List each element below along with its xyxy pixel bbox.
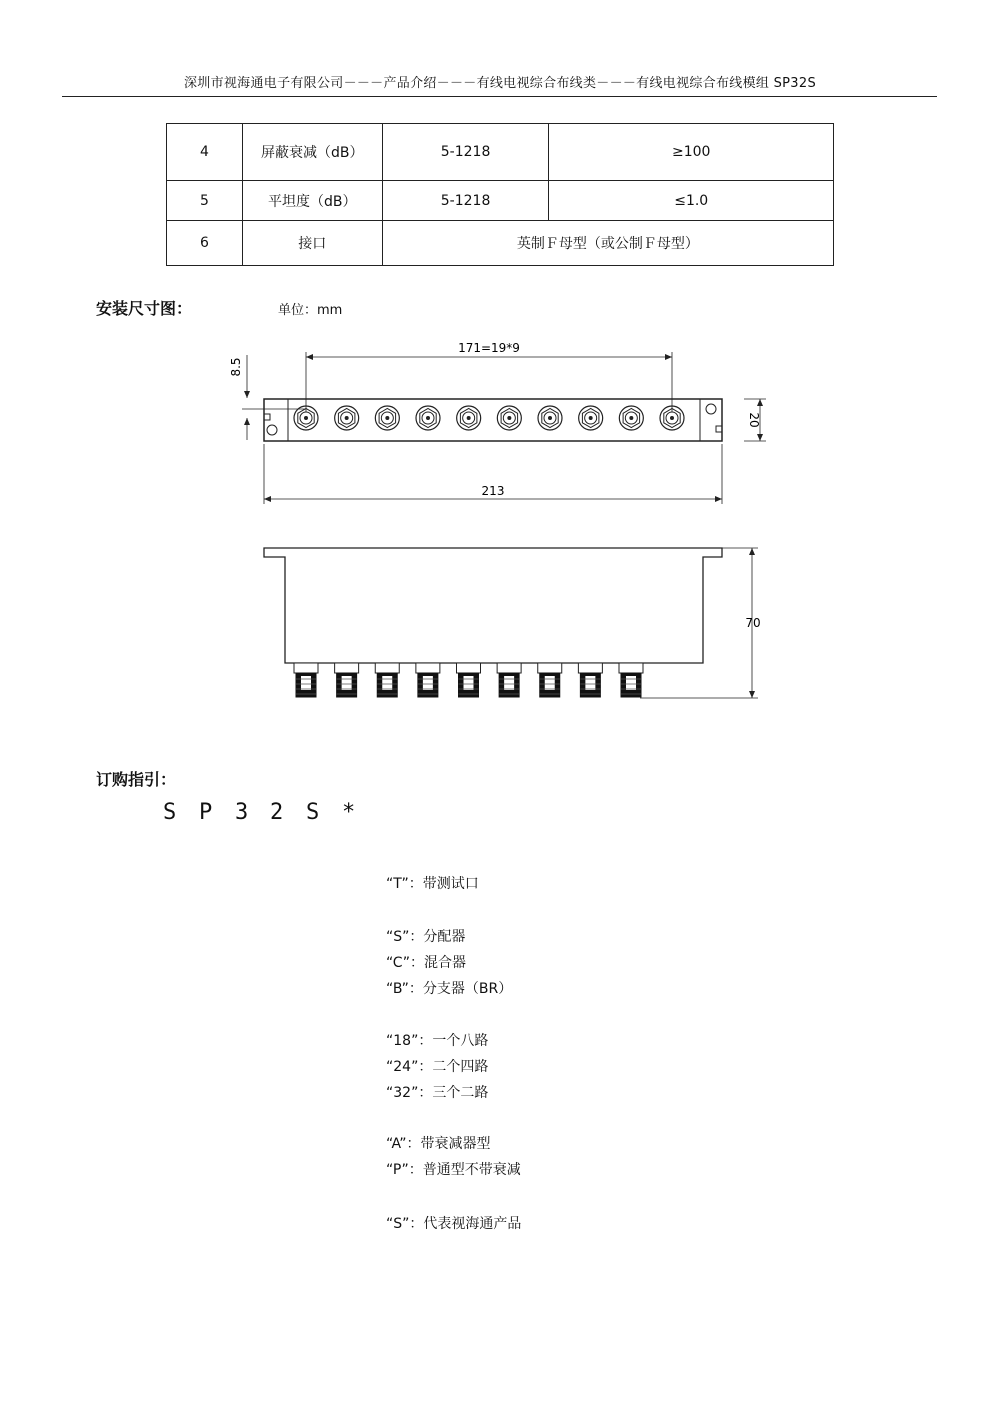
f-connector-icon (497, 406, 521, 430)
front-view (264, 399, 722, 441)
f-connector-icon (457, 406, 481, 430)
spacing-label: 171=19*9 (458, 341, 520, 355)
legend-test-port: “T”：带测试口 (386, 876, 479, 892)
width-label: 213 (481, 484, 505, 498)
param-name: 屏蔽衰减（dB） (242, 124, 382, 181)
legend-standard: “P”：普通型不带衰减 (386, 1162, 521, 1178)
legend-24: “24”：二个四路 (386, 1059, 489, 1075)
row-number: 5 (167, 181, 243, 221)
offset-label: 8.5 (229, 357, 243, 377)
side-view (264, 548, 722, 663)
f-connector-icon (619, 406, 643, 430)
side-body (264, 548, 722, 663)
freq-range: 5-1218 (382, 124, 549, 181)
legend-tap: “B”：分支器（BR） (386, 981, 513, 997)
code-char-p: P (199, 800, 213, 825)
f-connector-icon (538, 406, 562, 430)
legend-brand: “S”：代表视海通产品 (386, 1216, 522, 1232)
page-header: 深圳市视海通电子有限公司－－－产品介绍－－－有线电视综合布线类－－－有线电视综合布线模组 SP32S (183, 76, 817, 91)
code-char-type: S (306, 800, 320, 825)
param-name: 平坦度（dB） (242, 181, 382, 221)
code-char-s: S (163, 800, 177, 825)
legend-combiner: “C”：混合器 (386, 955, 467, 971)
code-char-option: * (342, 800, 356, 825)
legend-32: “32”：三个二路 (386, 1085, 489, 1101)
row-number: 4 (167, 124, 243, 181)
code-char-2: 2 (270, 800, 284, 825)
bottom-connector-icon (578, 663, 602, 697)
f-connector-icon (375, 406, 399, 430)
freq-range: 5-1218 (382, 181, 549, 221)
f-connector-icon (416, 406, 440, 430)
bottom-connector-icon (335, 663, 359, 697)
row-number: 6 (167, 221, 243, 266)
depth-label: 70 (745, 616, 761, 630)
f-connector-icon (335, 406, 359, 430)
front-panel (264, 399, 722, 441)
bottom-connector-icon (619, 663, 643, 697)
bottom-connector-icon (416, 663, 440, 697)
unit-label: 单位：mm (278, 303, 343, 318)
legend-attenuator: “A”：带衰减器型 (386, 1136, 491, 1152)
legend-splitter: “S”：分配器 (386, 929, 466, 945)
param-name: 接口 (242, 221, 382, 266)
bottom-connectors (294, 663, 643, 697)
bottom-connector-icon (375, 663, 399, 697)
bottom-connector-icon (497, 663, 521, 697)
param-value: ≥100 (549, 124, 834, 181)
param-value: ≤1.0 (549, 181, 834, 221)
bottom-connector-icon (538, 663, 562, 697)
order-title: 订购指引： (96, 770, 177, 789)
bottom-connector-icon (294, 663, 318, 697)
bottom-connector-icon (457, 663, 481, 697)
install-title: 安装尺寸图： (96, 299, 193, 318)
param-value: 英制Ｆ母型（或公制Ｆ母型） (382, 221, 833, 266)
f-connector-icon (579, 406, 603, 430)
code-char-3: 3 (235, 800, 249, 825)
height-label: 20 (747, 412, 761, 428)
legend-18: “18”：一个八路 (386, 1033, 489, 1049)
